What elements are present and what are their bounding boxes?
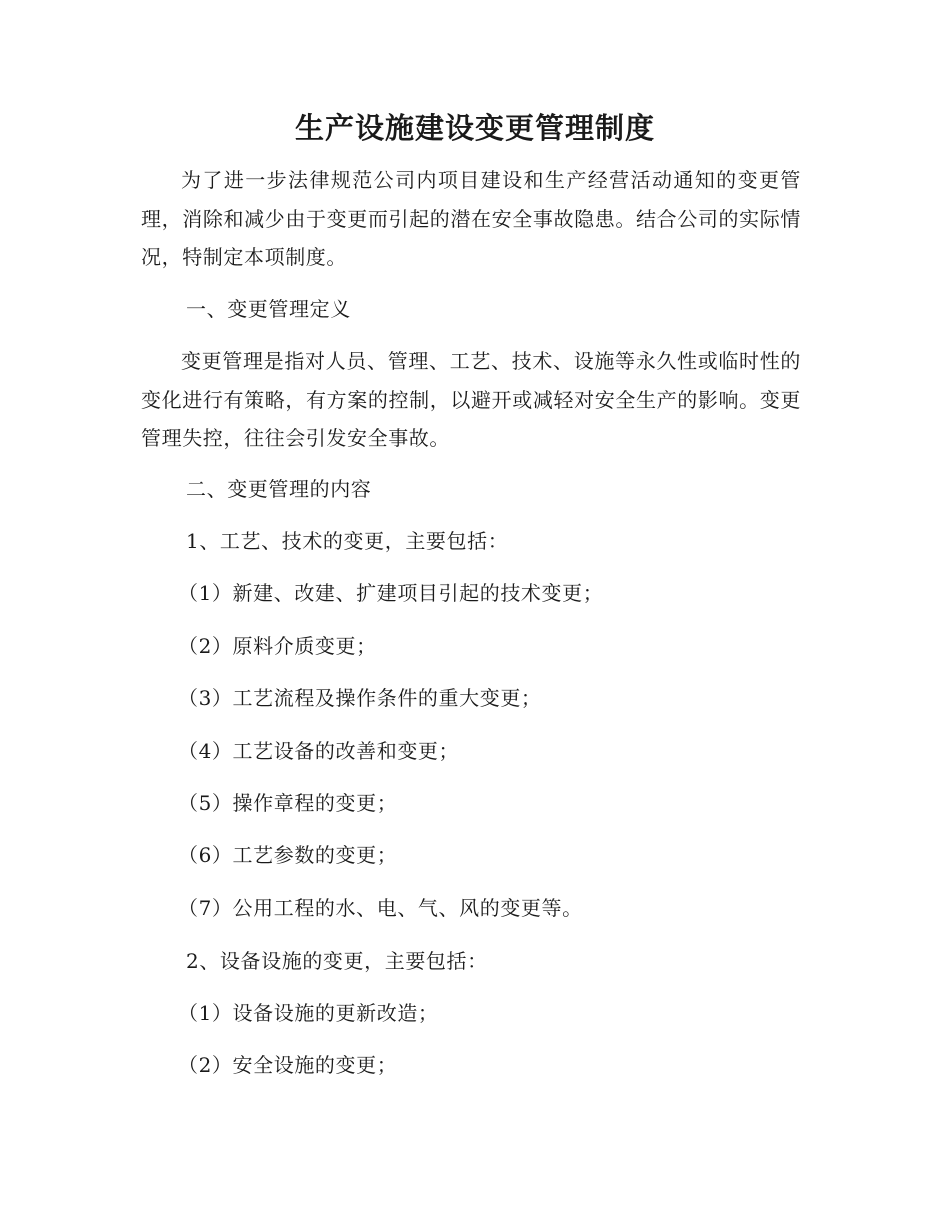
subsection-heading-equipment: 2、设备设施的变更，主要包括： bbox=[186, 949, 488, 973]
subsection-heading-process: 1、工艺、技术的变更，主要包括： bbox=[186, 529, 509, 553]
document-title: 生产设施建设变更管理制度 bbox=[294, 111, 655, 145]
list-item: （2）原料介质变更； bbox=[178, 634, 377, 658]
intro-paragraph: 为了进一步法律规范公司内项目建设和生产经营活动通知的变更管理，消除和减少由于变更而引起的潜在安全事故隐患。结合公司的实际情况，特制定本项制度。 bbox=[141, 168, 801, 269]
list-item: （3）工艺流程及操作条件的重大变更； bbox=[178, 686, 542, 710]
definition-paragraph: 变更管理是指对人员、管理、工艺、技术、设施等永久性或临时性的变化进行有策略，有方案的控制，以避开或减轻对安全生产的影响。变更管理失控，往往会引发安全事故。 bbox=[141, 349, 801, 450]
list-item: （4）工艺设备的改善和变更； bbox=[178, 739, 460, 763]
section-heading-content: 二、变更管理的内容 bbox=[186, 477, 372, 501]
section-heading-definition: 一、变更管理定义 bbox=[186, 297, 351, 321]
list-item: （5）操作章程的变更； bbox=[178, 791, 398, 815]
list-item: （6）工艺参数的变更； bbox=[178, 843, 398, 867]
list-item: （1）设备设施的更新改造； bbox=[178, 1001, 439, 1025]
list-item: （2）安全设施的变更； bbox=[178, 1053, 398, 1077]
list-item: （1）新建、改建、扩建项目引起的技术变更； bbox=[178, 581, 604, 605]
list-item: （7）公用工程的水、电、气、风的变更等。 bbox=[178, 896, 583, 920]
